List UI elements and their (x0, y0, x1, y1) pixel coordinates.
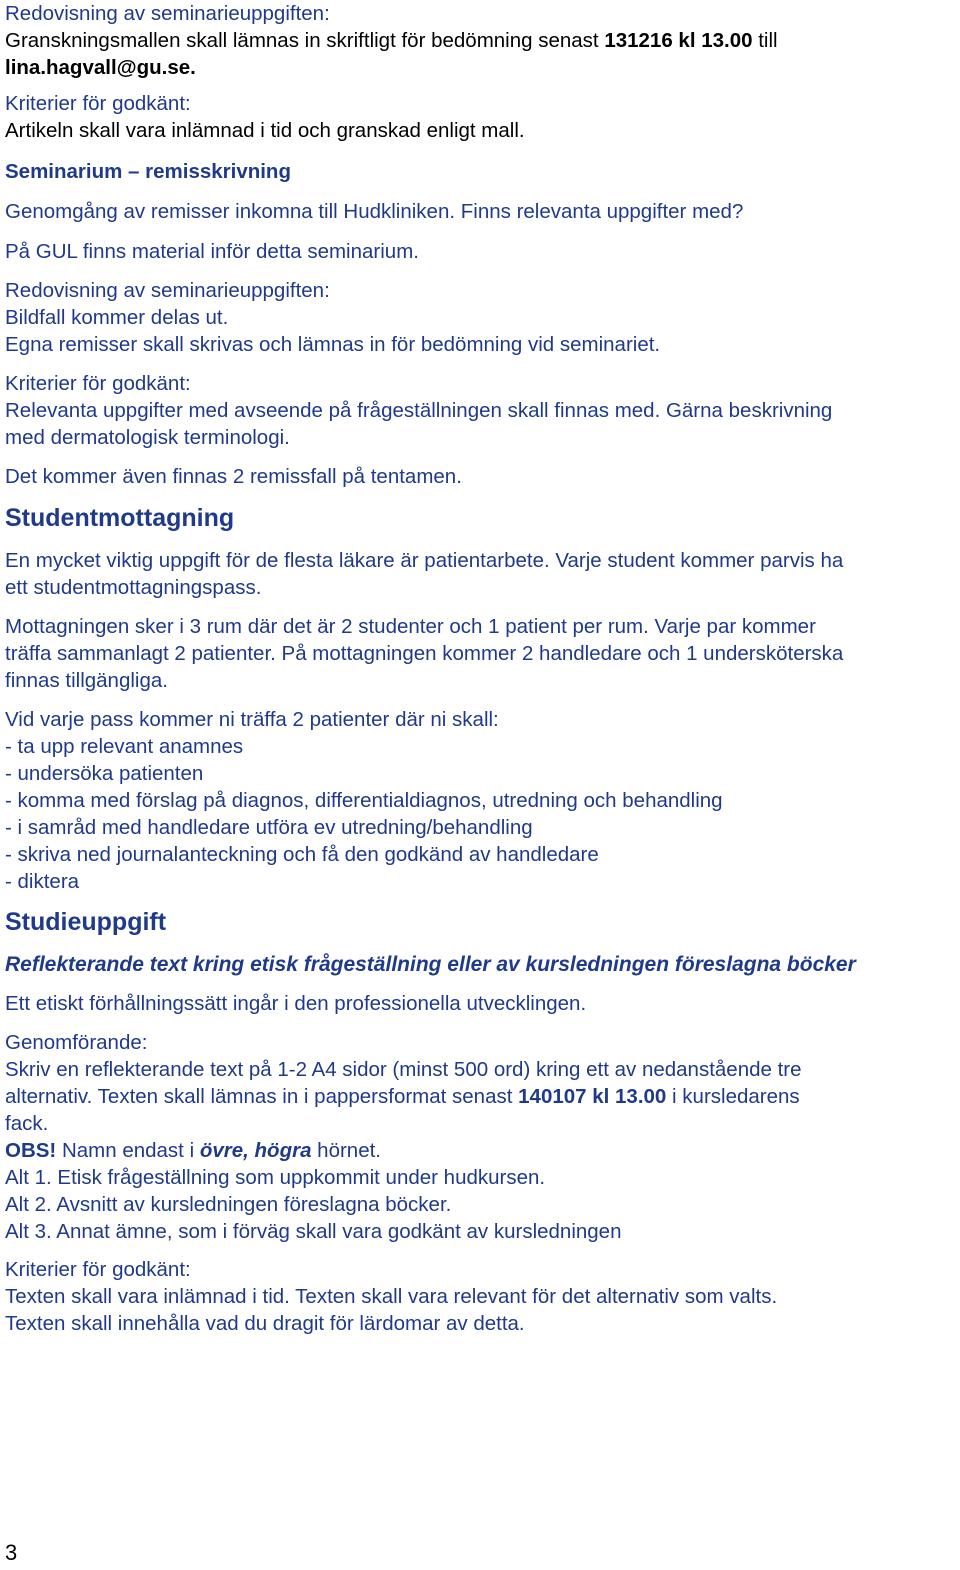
label-kriterier: Kriterier för godkänt: (5, 372, 191, 395)
studieuppgift-intro: Ett etiskt förhållningssätt ingår i den professionella utvecklingen. (5, 992, 587, 1015)
genomforande-line-3: fack. (5, 1112, 49, 1135)
list-item: - diktera (5, 870, 80, 893)
redovisning-line-1: Bildfall kommer delas ut. (5, 306, 229, 329)
label-redovisning: Redovisning av seminarieuppgiften: (5, 2, 330, 25)
alternative-item: Alt 1. Etisk frågeställning som uppkommit under hudkursen. (5, 1166, 546, 1189)
studieuppgift-subtitle: Reflekterande text kring etisk frågeställning eller av kursledningen föreslagna böcker (5, 953, 856, 976)
seminarium-line-2: På GUL finns material inför detta seminarium. (5, 240, 419, 263)
kriterier-line-2: med dermatologisk terminologi. (5, 426, 290, 449)
kriterier-line-1: Relevanta uppgifter med avseende på frågeställningen skall finnas med. Gärna beskrivning (5, 399, 833, 422)
alternative-item: Alt 2. Avsnitt av kursledningen föreslagna böcker. (5, 1193, 452, 1216)
section-title-studentmottagning: Studentmottagning (5, 504, 235, 532)
label-kriterier: Kriterier för godkänt: (5, 1258, 191, 1281)
seminarium-line-1: Genomgång av remisser inkomna till Hudkliniken. Finns relevanta uppgifter med? (5, 200, 744, 223)
label-redovisning: Redovisning av seminarieuppgiften: (5, 279, 330, 302)
mottagning-p1-line-2: ett studentmottagningspass. (5, 576, 262, 599)
kriterier-line-1: Texten skall vara inlämnad i tid. Texten skall vara relevant för det alternativ som valts. (5, 1285, 778, 1308)
kriterier-line-2: Texten skall innehålla vad du dragit för lärdomar av detta. (5, 1312, 525, 1335)
section-title-studieuppgift: Studieuppgift (5, 908, 167, 936)
email-address: lina.hagvall@gu.se. (5, 56, 196, 79)
tentamen-note: Det kommer även finnas 2 remissfall på tentamen. (5, 465, 462, 488)
mottagning-p2-line-2: träffa sammanlagt 2 patienter. På mottagningen kommer 2 handledare och 1 undersköterska (5, 642, 844, 665)
mottagning-p2-line-1: Mottagningen sker i 3 rum där det är 2 studenter och 1 patient per rum. Varje par kommer (5, 615, 816, 638)
task-intro: Vid varje pass kommer ni träffa 2 patienter där ni skall: (5, 708, 499, 731)
section-title-seminarium: Seminarium – remisskrivning (5, 160, 291, 183)
list-item: - i samråd med handledare utföra ev utredning/behandling (5, 816, 533, 839)
deadline-date: 131216 kl 13.00 (604, 29, 753, 52)
granskning-line: Granskningsmallen skall lämnas in skriftligt för bedömning senast 131216 kl 13.00 till (5, 29, 778, 52)
genomforande-line-2: alternativ. Texten skall lämnas in i pappersformat senast 140107 kl 13.00 i kursledarens (5, 1085, 800, 1108)
list-item: - skriva ned journalanteckning och få den godkänd av handledare (5, 843, 599, 866)
list-item: - undersöka patienten (5, 762, 204, 785)
obs-note: OBS! Namn endast i övre, högra hörnet. (5, 1139, 381, 1162)
mottagning-p2-line-3: finnas tillgängliga. (5, 669, 168, 692)
obs-emphasis: övre, högra (199, 1139, 312, 1162)
obs-label: OBS! (5, 1139, 57, 1162)
alternative-item: Alt 3. Annat ämne, som i förväg skall vara godkänt av kursledningen (5, 1220, 622, 1243)
kriterier-text: Artikeln skall vara inlämnad i tid och granskad enligt mall. (5, 119, 525, 142)
mottagning-p1-line-1: En mycket viktig uppgift för de flesta läkare är patientarbete. Varje student kommer parvis ha (5, 549, 844, 572)
redovisning-line-2: Egna remisser skall skrivas och lämnas in för bedömning vid seminariet. (5, 333, 661, 356)
deadline-date: 140107 kl 13.00 (518, 1085, 667, 1108)
label-kriterier: Kriterier för godkänt: (5, 92, 191, 115)
label-genomforande: Genomförande: (5, 1031, 148, 1054)
list-item: - komma med förslag på diagnos, differentialdiagnos, utredning och behandling (5, 789, 723, 812)
genomforande-line-1: Skriv en reflekterande text på 1-2 A4 sidor (minst 500 ord) kring ett av nedanstående tre (5, 1058, 802, 1081)
list-item: - ta upp relevant anamnes (5, 735, 244, 758)
page-number: 3 (5, 1540, 18, 1565)
